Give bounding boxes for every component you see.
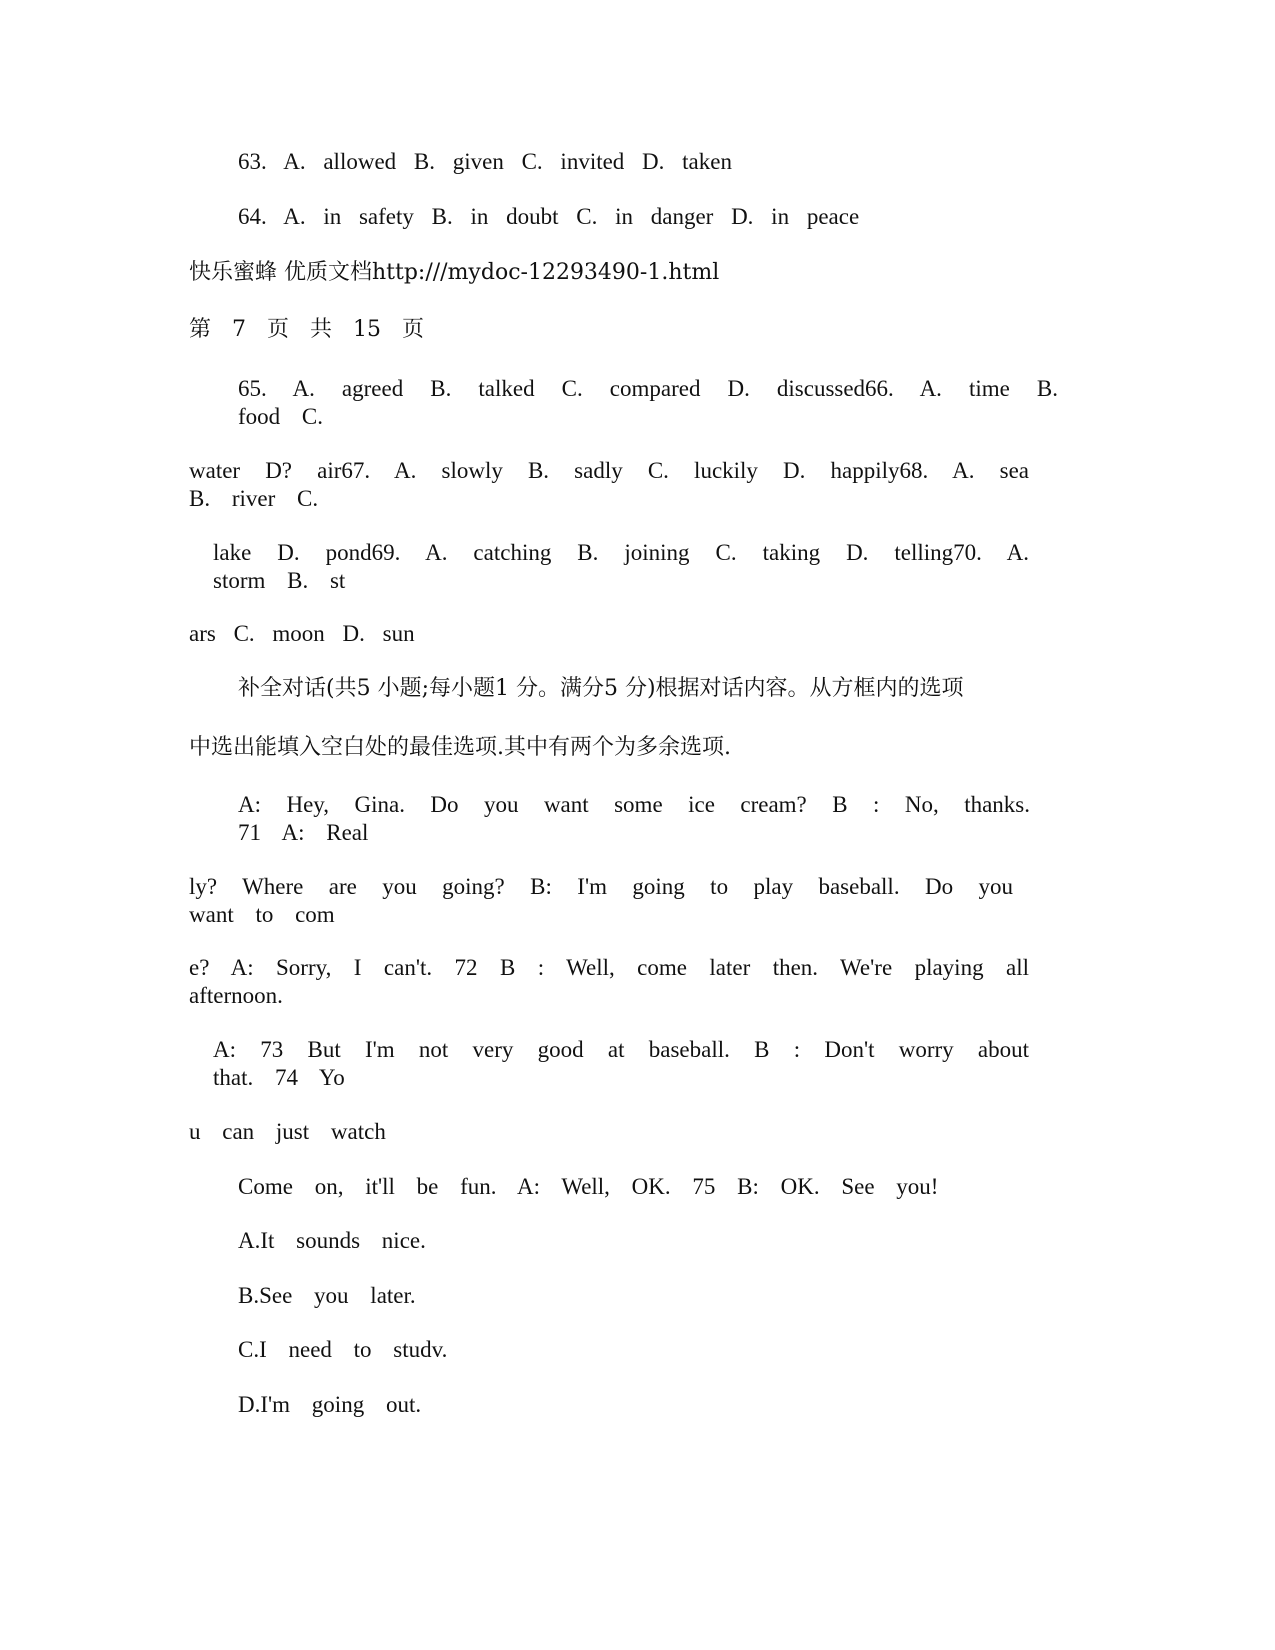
question-68-70-options: lake D. pond69. A. catching B. joining C. taking D. telling70. A. storm B. st: [213, 540, 1029, 593]
dialogue-line-4: A: 73 But I'm not very good at baseball. B : Don't worry about that. 74 Yo: [213, 1037, 1029, 1090]
question-66-68-options: water D? air67. A. slowly B. sadly C. luckily D. happily68. A. sea B. river C.: [189, 458, 1029, 511]
choice-d: D.I'm going out.: [238, 1392, 422, 1417]
question-65-66-options: 65. A. agreed B. talked C. compared D. discussed66. A. time B. food C.: [238, 376, 1058, 429]
choice-a: A.It sounds nice.: [238, 1228, 426, 1253]
dialogue-line-2: ly? Where are you going? B: I'm going to play baseball. Do you want to com: [189, 874, 1013, 927]
page-number-line: 第 7 页 共 15 页: [189, 317, 424, 342]
dialogue-line-1: A: Hey, Gina. Do you want some ice cream? B : No, thanks. 71 A: Real: [238, 792, 1030, 845]
choice-b: B.See you later.: [238, 1283, 416, 1308]
dialogue-line-5: u can just watch: [189, 1119, 386, 1144]
question-70-options-end: ars C. moon D. sun: [189, 621, 415, 646]
dialogue-section-instruction-cont: 中选出能填入空白处的最佳选项.其中有两个为多余选项.: [189, 735, 731, 760]
dialogue-line-6: Come on, it'll be fun. A: Well, OK. 75 B: OK. See you!: [238, 1174, 939, 1199]
dialogue-section-instruction: 补全对话(共5 小题;每小题1 分。满分5 分)根据对话内容。从方框内的选项: [238, 676, 964, 701]
source-watermark-line: 快乐蜜蜂 优质文档http:///mydoc-12293490-1.html: [189, 260, 720, 285]
question-63-options: 63. A. allowed B. given C. invited D. taken: [238, 149, 732, 174]
choice-c: C.I need to studv.: [238, 1337, 448, 1362]
dialogue-line-3: e? A: Sorry, I can't. 72 B : Well, come later then. We're playing all afternoon.: [189, 955, 1029, 1008]
question-64-options: 64. A. in safety B. in doubt C. in danger D. in peace: [238, 204, 860, 229]
